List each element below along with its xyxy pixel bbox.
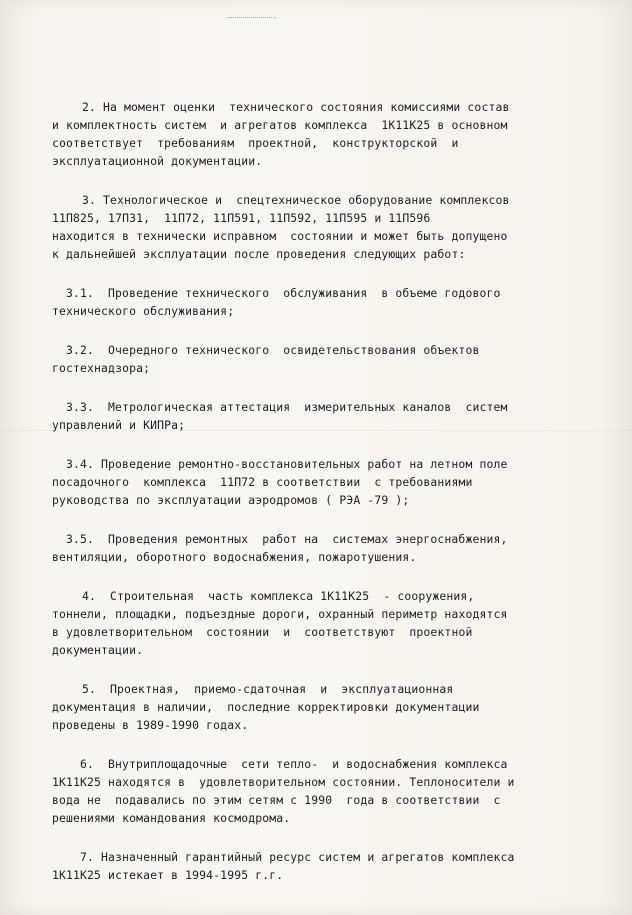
paragraph-line: управлений и КИПРа; [52, 418, 186, 432]
paragraph-7 [52, 848, 568, 884]
paragraph-6 [52, 755, 568, 827]
paragraph-line: 2. На момент оценки технического состояния комиссиями состав [82, 100, 510, 114]
paragraph-line: 5. Проектная, приемо-сдаточная и эксплуатационная [82, 682, 454, 696]
paragraph-3-3 [52, 398, 568, 434]
paragraph-line: технического обслуживания; [52, 304, 235, 318]
paragraph-line: 3.2. Очередного технического освидетельствования объектов [66, 343, 480, 357]
paragraph-line: вода не подавались по этим сетям с 1990 года в соответствии с [52, 793, 501, 807]
paragraph-line: гостехнадзора; [52, 361, 151, 375]
paragraph-3-2 [52, 341, 568, 377]
paragraph-5 [52, 680, 568, 734]
paragraph-2 [52, 98, 568, 170]
paragraph-line: документации. [52, 643, 144, 657]
paragraph-3 [52, 191, 568, 263]
paragraph-line: 1К11К25 истекает в 1994-1995 г.г. [52, 868, 284, 882]
document-body [52, 98, 568, 905]
paragraph-line: к дальнейшей эксплуатации после проведения следующих работ: [52, 247, 466, 261]
paragraph-line: 11П825, 17П31, 11П72, 11П591, 11П592, 11П595 и 11П596 [52, 211, 431, 225]
paragraph-line: 4. Строительная часть комплекса 1К11К25 - сооружения, [82, 589, 475, 603]
paragraph-line: 3. Технологическое и спецтехническое оборудование комплексов [82, 193, 510, 207]
paragraph-line: 3.1. Проведение технического обслуживания в объеме годового [66, 286, 501, 300]
paragraph-line: 3.4. Проведение ремонтно-восстановительных работ на летном поле [66, 457, 508, 471]
paragraph-3-1 [52, 284, 568, 320]
paragraph-line: 7. Назначенный гарантийный ресурс систем и агрегатов комплекса [80, 850, 515, 864]
paragraph-line: тоннели, площадки, подъездные дороги, охранный периметр находятся [52, 607, 508, 621]
paragraph-line: эксплуатационной документации. [52, 154, 263, 168]
paragraph-line: соответствует требованиям проектной, конструкторской и [52, 136, 459, 150]
paragraph-line: проведены в 1989-1990 годах. [52, 718, 249, 732]
paragraph-line: руководства по эксплуатации аэродромов ( РЭА -79 ); [52, 493, 410, 507]
paragraph-line: посадочного комплекса 11П72 в соответствии с требованиями [52, 475, 473, 489]
paragraph-line: находится в технически исправном состоянии и может быть допущено [52, 229, 508, 243]
paragraph-line: решениями командования космодрома. [52, 811, 291, 825]
paragraph-line: 6. Внутриплощадочные сети тепло- и водоснабжения комплекса [80, 757, 508, 771]
paragraph-3-5 [52, 530, 568, 566]
paragraph-line: 3.3. Метрологическая аттестация измерительных каналов систем [66, 400, 508, 414]
paragraph-line: вентиляции, оборотного водоснабжения, пожаротушения. [52, 550, 417, 564]
paragraph-line: и комплектность систем и агрегатов комплекса 1К11К25 в основном [52, 118, 508, 132]
paragraph-line: документация в наличии, последние корректировки документации [52, 700, 480, 714]
paragraph-line: 1К11К25 находятся в удовлетворительном состоянии. Теплоносители и [52, 775, 515, 789]
paragraph-line: 3.5. Проведения ремонтных работ на системах энергоснабжения, [66, 532, 508, 546]
paragraph-4 [52, 587, 568, 659]
top-edge-mark [228, 17, 276, 20]
paragraph-line: в удовлетворительном состоянии и соответствуют проектной [52, 625, 473, 639]
paragraph-3-4 [52, 455, 568, 509]
